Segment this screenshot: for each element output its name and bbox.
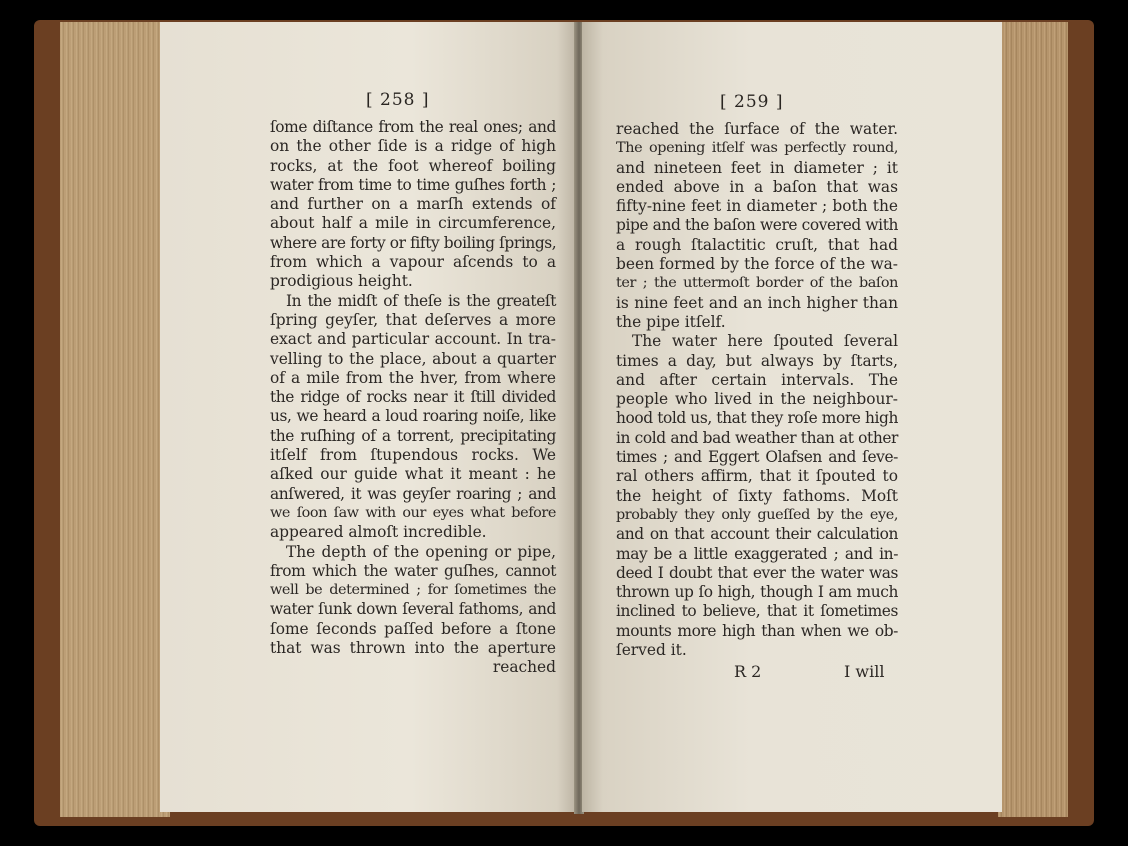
- text-line: ter ; the uttermoſt border of the baſon: [616, 275, 898, 292]
- text-line: ſpring geyſer, that deſerves a more: [270, 310, 556, 329]
- text-line: where are forty or fifty boiling ſprings,: [270, 233, 557, 252]
- text-line: and after certain intervals. The: [616, 370, 898, 389]
- text-line: appeared almoſt incredible.: [270, 523, 487, 542]
- text-line: and nineteen feet in diameter ; it: [616, 158, 898, 177]
- text-line: aſked our guide what it meant : he: [270, 465, 556, 484]
- signature-mark: R 2: [734, 662, 762, 681]
- text-line: fifty-nine feet in diameter ; both the: [616, 197, 898, 216]
- text-line: about half a mile in circumference,: [270, 214, 556, 233]
- catchword-right: I will: [844, 662, 885, 681]
- right-page-text: [616, 120, 898, 660]
- right-page-edges: [998, 22, 1068, 817]
- text-line: from which the water guſhes, cannot: [270, 561, 556, 580]
- text-line: hood told us, that they roſe more high: [616, 409, 898, 428]
- text-line: that was thrown into the aperture: [270, 639, 556, 658]
- text-line: people who lived in the neighbour-: [616, 390, 898, 409]
- text-line: in cold and bad weather than at other: [616, 428, 898, 447]
- text-line: water from time to time guſhes forth ;: [270, 175, 556, 194]
- text-line: thrown up ſo high, though I am much: [616, 583, 898, 602]
- text-line: the height of ſixty fathoms. Moſt: [616, 486, 898, 505]
- text-line: of a mile from the hver, from where: [270, 368, 556, 387]
- text-line: itſelf from ſtupendous rocks. We: [270, 446, 556, 465]
- text-line: pipe and the baſon were covered with: [616, 216, 898, 235]
- text-line: a rough ſtalactitic cruſt, that had: [616, 235, 898, 254]
- text-line: on the other ſide is a ridge of high: [270, 137, 556, 156]
- text-line: times ; and Eggert Olafsen and ſeve-: [616, 448, 898, 467]
- text-line: ſerved it.: [616, 641, 687, 660]
- text-line: ſome ſeconds paſſed before a ſtone: [270, 619, 556, 638]
- text-line: the ruſhing of a torrent, precipitating: [270, 426, 556, 445]
- text-line: The depth of the opening or pipe,: [286, 542, 556, 561]
- text-line: probably they only gueſſed by the eye,: [616, 506, 898, 523]
- text-line: anſwered, it was geyſer roaring ; and: [270, 484, 556, 503]
- text-line: us, we heard a loud roaring noiſe, like: [270, 407, 556, 426]
- text-line: times a day, but always by ſtarts,: [616, 351, 898, 370]
- text-line: from which a vapour aſcends to a: [270, 253, 556, 272]
- page-number-right: [ 259 ]: [720, 92, 784, 112]
- text-line: and on that account their calculation: [616, 525, 898, 544]
- right-page: [582, 22, 1002, 812]
- text-line: well be determined ; for ſometimes the: [270, 582, 556, 599]
- left-page-edges: [60, 22, 170, 817]
- text-line: The water here ſpouted ſeveral: [632, 332, 898, 351]
- text-line: water ſunk down ſeveral fathoms, and: [270, 600, 556, 619]
- text-line: velling to the place, about a quarter: [270, 349, 556, 368]
- text-line: In the midſt of theſe is the greateſt: [286, 291, 556, 310]
- text-line: is nine feet and an inch higher than: [616, 293, 898, 312]
- text-line: rocks, at the foot whereof boiling: [270, 156, 556, 175]
- text-line: the ridge of rocks near it ſtill divided: [270, 388, 556, 407]
- text-line: the pipe itſelf.: [616, 312, 726, 331]
- text-line: and further on a marſh extends of: [270, 195, 556, 214]
- text-line: we ſoon ſaw with our eyes what before: [270, 504, 556, 521]
- text-line: ral others affirm, that it ſpouted to: [616, 467, 898, 486]
- text-line: exact and particular account. In tra-: [270, 330, 556, 349]
- text-line: prodigious height.: [270, 272, 413, 291]
- text-line: reached the ſurface of the water.: [616, 120, 898, 138]
- left-page-text: [270, 118, 556, 678]
- text-line: ended above in a baſon that was: [616, 177, 898, 196]
- text-line: been formed by the force of the wa-: [616, 255, 898, 274]
- text-line: ſome diſtance from the real ones; and: [270, 118, 556, 136]
- text-line: The opening itſelf was perfectly round,: [616, 140, 898, 157]
- text-line: inclined to believe, that it ſometimes: [616, 602, 898, 621]
- page-number-left: [ 258 ]: [366, 90, 430, 110]
- text-line: may be a little exaggerated ; and in-: [616, 544, 898, 563]
- text-line: mounts more high than when we ob-: [616, 621, 898, 640]
- text-line: deed I doubt that ever the water was: [616, 563, 898, 582]
- catchword-left: reached: [492, 658, 556, 677]
- left-page: [160, 22, 578, 812]
